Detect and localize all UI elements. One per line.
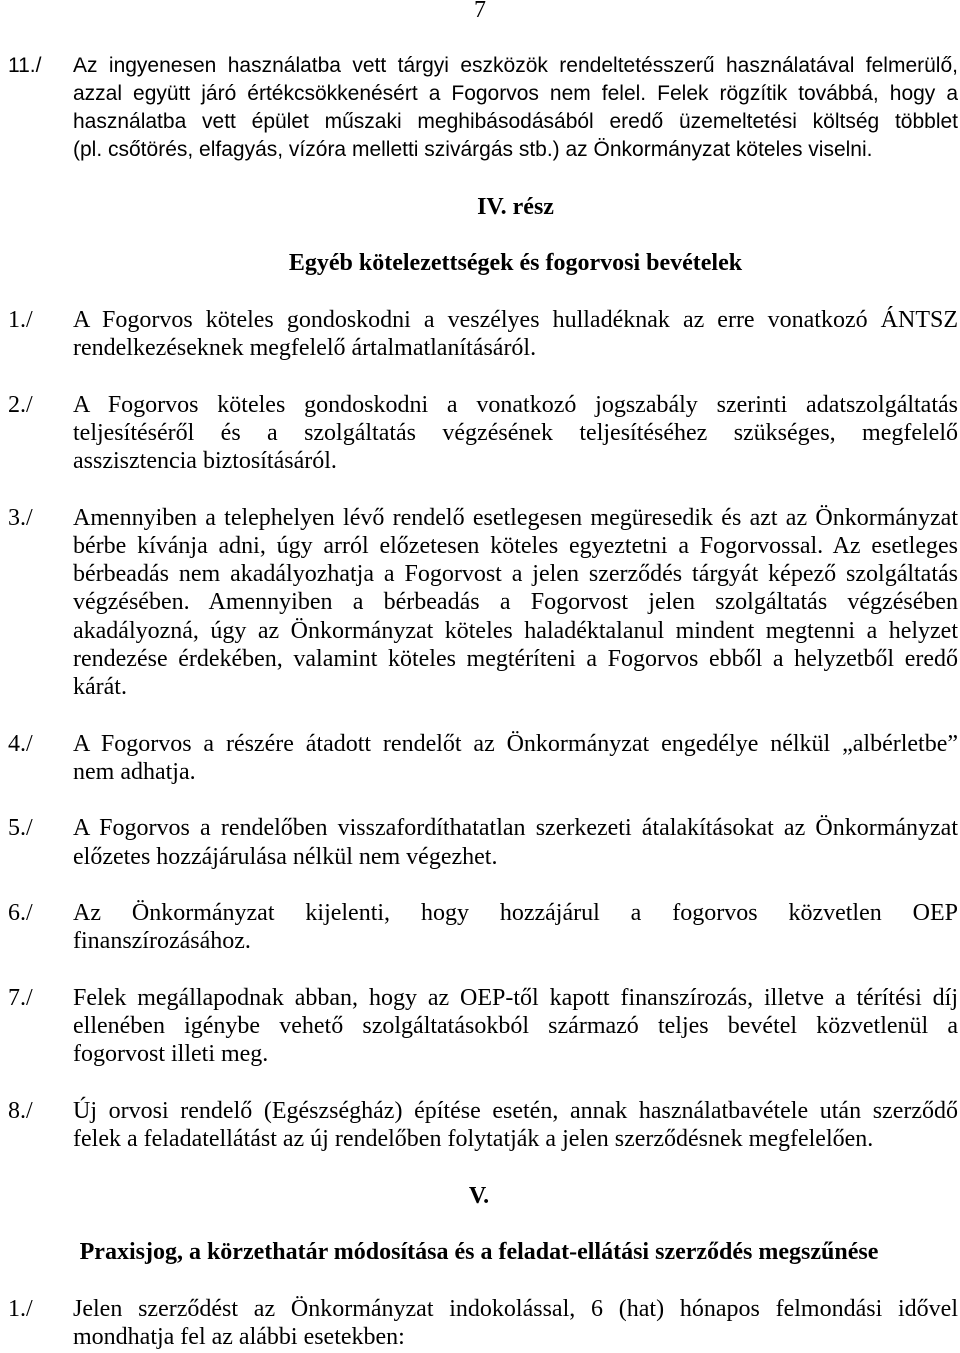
part-v-heading: V. [468,1182,490,1209]
text-line: A Fogorvos a rendelőben visszafordíthatatlan szerkezeti átalakításokat az Önkormányzat [73,815,958,842]
clause-text [73,391,958,476]
clause-label: 6./ [8,900,33,927]
text-line: Az Önkormányzat kijelenti, hogy hozzájárul a fogorvos közvetlen OEP [73,900,958,927]
clause-text [73,504,958,702]
text-line: bérbeadás nem akadályozhatja a Fogorvost a jelen szerződés tárgyát képező szolgáltatás [73,561,958,588]
text-line: Amennyiben a telephelyen lévő rendelő esetlegesen megüresedik és azt az Önkormányzat [73,504,958,531]
text-line: rendezése érdekében, valamint köteles megtéríteni a Fogorvos ebből a helyzetből eredő [73,645,958,672]
clause-label: 5./ [8,815,33,842]
clause-label: 8./ [8,1097,33,1124]
clause-label: 1./ [8,306,33,333]
clause-text [73,984,958,1069]
text-line: rendelkezéseknek megfelelő ártalmatlanításáról. [73,335,537,362]
text-line: Új orvosi rendelő (Egészségház) építése esetén, annak használatbavétele után szerződő [73,1097,958,1124]
clause-text [73,52,958,165]
text-line: akadályozná, úgy az Önkormányzat köteles haladéktalanul mindent megtenni a helyzet [73,617,958,644]
part-iv-clause-6 [0,899,958,956]
clause-text [73,899,958,956]
text-line: felek a feladatellátást az új rendelőben folytatják a jelen szerződésnek megfelelően. [73,1126,874,1153]
text-line: Jelen szerződést az Önkormányzat indokolással, 6 (hat) hónapos felmondási idővel [73,1295,958,1322]
part-iv-title: Egyéb kötelezettségek és fogorvosi bevételek [288,250,743,277]
part-iv-clause-7 [0,984,958,1069]
clause-label: 2./ [8,391,33,418]
text-line: végzésében. Amennyiben a bérbeadás a Fogorvost jelen szolgáltatás végzésében [73,589,958,616]
text-line: A Fogorvos köteles gondoskodni a veszélyes hulladéknak az erre vonatkozó ÁNTSZ [73,306,958,333]
part-iv-clause-8 [0,1097,958,1154]
text-line: Felek megállapodnak abban, hogy az OEP-től kapott finanszírozás, illetve a térítési díj [73,984,958,1011]
part-iv-heading: IV. rész [477,193,554,220]
text-line: (pl. csőtörés, elfagyás, vízóra melletti szivárgás stb.) az Önkormányzat köteles viselni. [73,138,873,162]
text-line: A Fogorvos a részére átadott rendelőt az Önkormányzat engedélye nélkül „albérletbe” [73,730,958,757]
clause-label: 4./ [8,730,33,757]
text-line: ellenében igénybe vehető szolgáltatásokból származó teljes bevétel közvetlenül a [73,1013,958,1040]
text-line: A Fogorvos köteles gondoskodni a vonatkozó jogszabály szerinti adatszolgáltatás [73,391,958,418]
clause-label: 3./ [8,504,33,531]
text-line: azzal együtt járó értékcsökkenésért a Fogorvos nem felel. Felek rögzítik továbbá, hogy a [73,81,958,105]
document-body [0,52,958,1352]
part-iv-clause-1 [0,306,958,363]
page-number: 7 [474,0,486,23]
text-line: Az ingyenesen használatba vett tárgyi eszközök rendeltetésszerű használatával felmerülő, [73,53,958,77]
clause-text [73,306,958,363]
text-line: nem adhatja. [73,758,196,785]
text-line: finanszírozásához. [73,928,251,955]
text-line: előzetes hozzájárulása nélkül nem végezhet. [73,843,498,870]
text-line: fogorvost illeti meg. [73,1041,269,1068]
part-v-clause-1 [0,1295,958,1352]
text-line: kárát. [73,674,127,701]
clause-text [73,1097,958,1154]
clause-label: 7./ [8,984,33,1011]
text-line: használatba vett épület műszaki meghibásodásából eredő üzemeltetési költség többlet [73,110,958,134]
part-v-title: Praxisjog, a körzethatár módosítása és a feladat-ellátási szerződés megszűnése [79,1239,879,1266]
clause-label: 11./ [8,53,42,77]
part-iv-clause-5 [0,814,958,871]
text-line: mondhatja fel az alábbi esetekben: [73,1323,405,1350]
text-line: bérbe kívánja adni, úgy arról előzetesen köteles egyeztetni a Fogorvossal. Az esetleges [73,532,958,559]
text-line: teljesítéséről és a szolgáltatás végzésének teljesítéséhez szükséges, megfelelő [73,419,958,446]
clause-text [73,730,958,787]
part-iv-clause-4 [0,730,958,787]
part-iv-clause-2 [0,391,958,476]
clause-label: 1./ [8,1295,33,1322]
clause-11 [0,52,958,165]
part-iv-clause-3 [0,504,958,702]
clause-text [73,814,958,871]
clause-text [73,1295,958,1352]
text-line: asszisztencia biztosításáról. [73,448,337,475]
